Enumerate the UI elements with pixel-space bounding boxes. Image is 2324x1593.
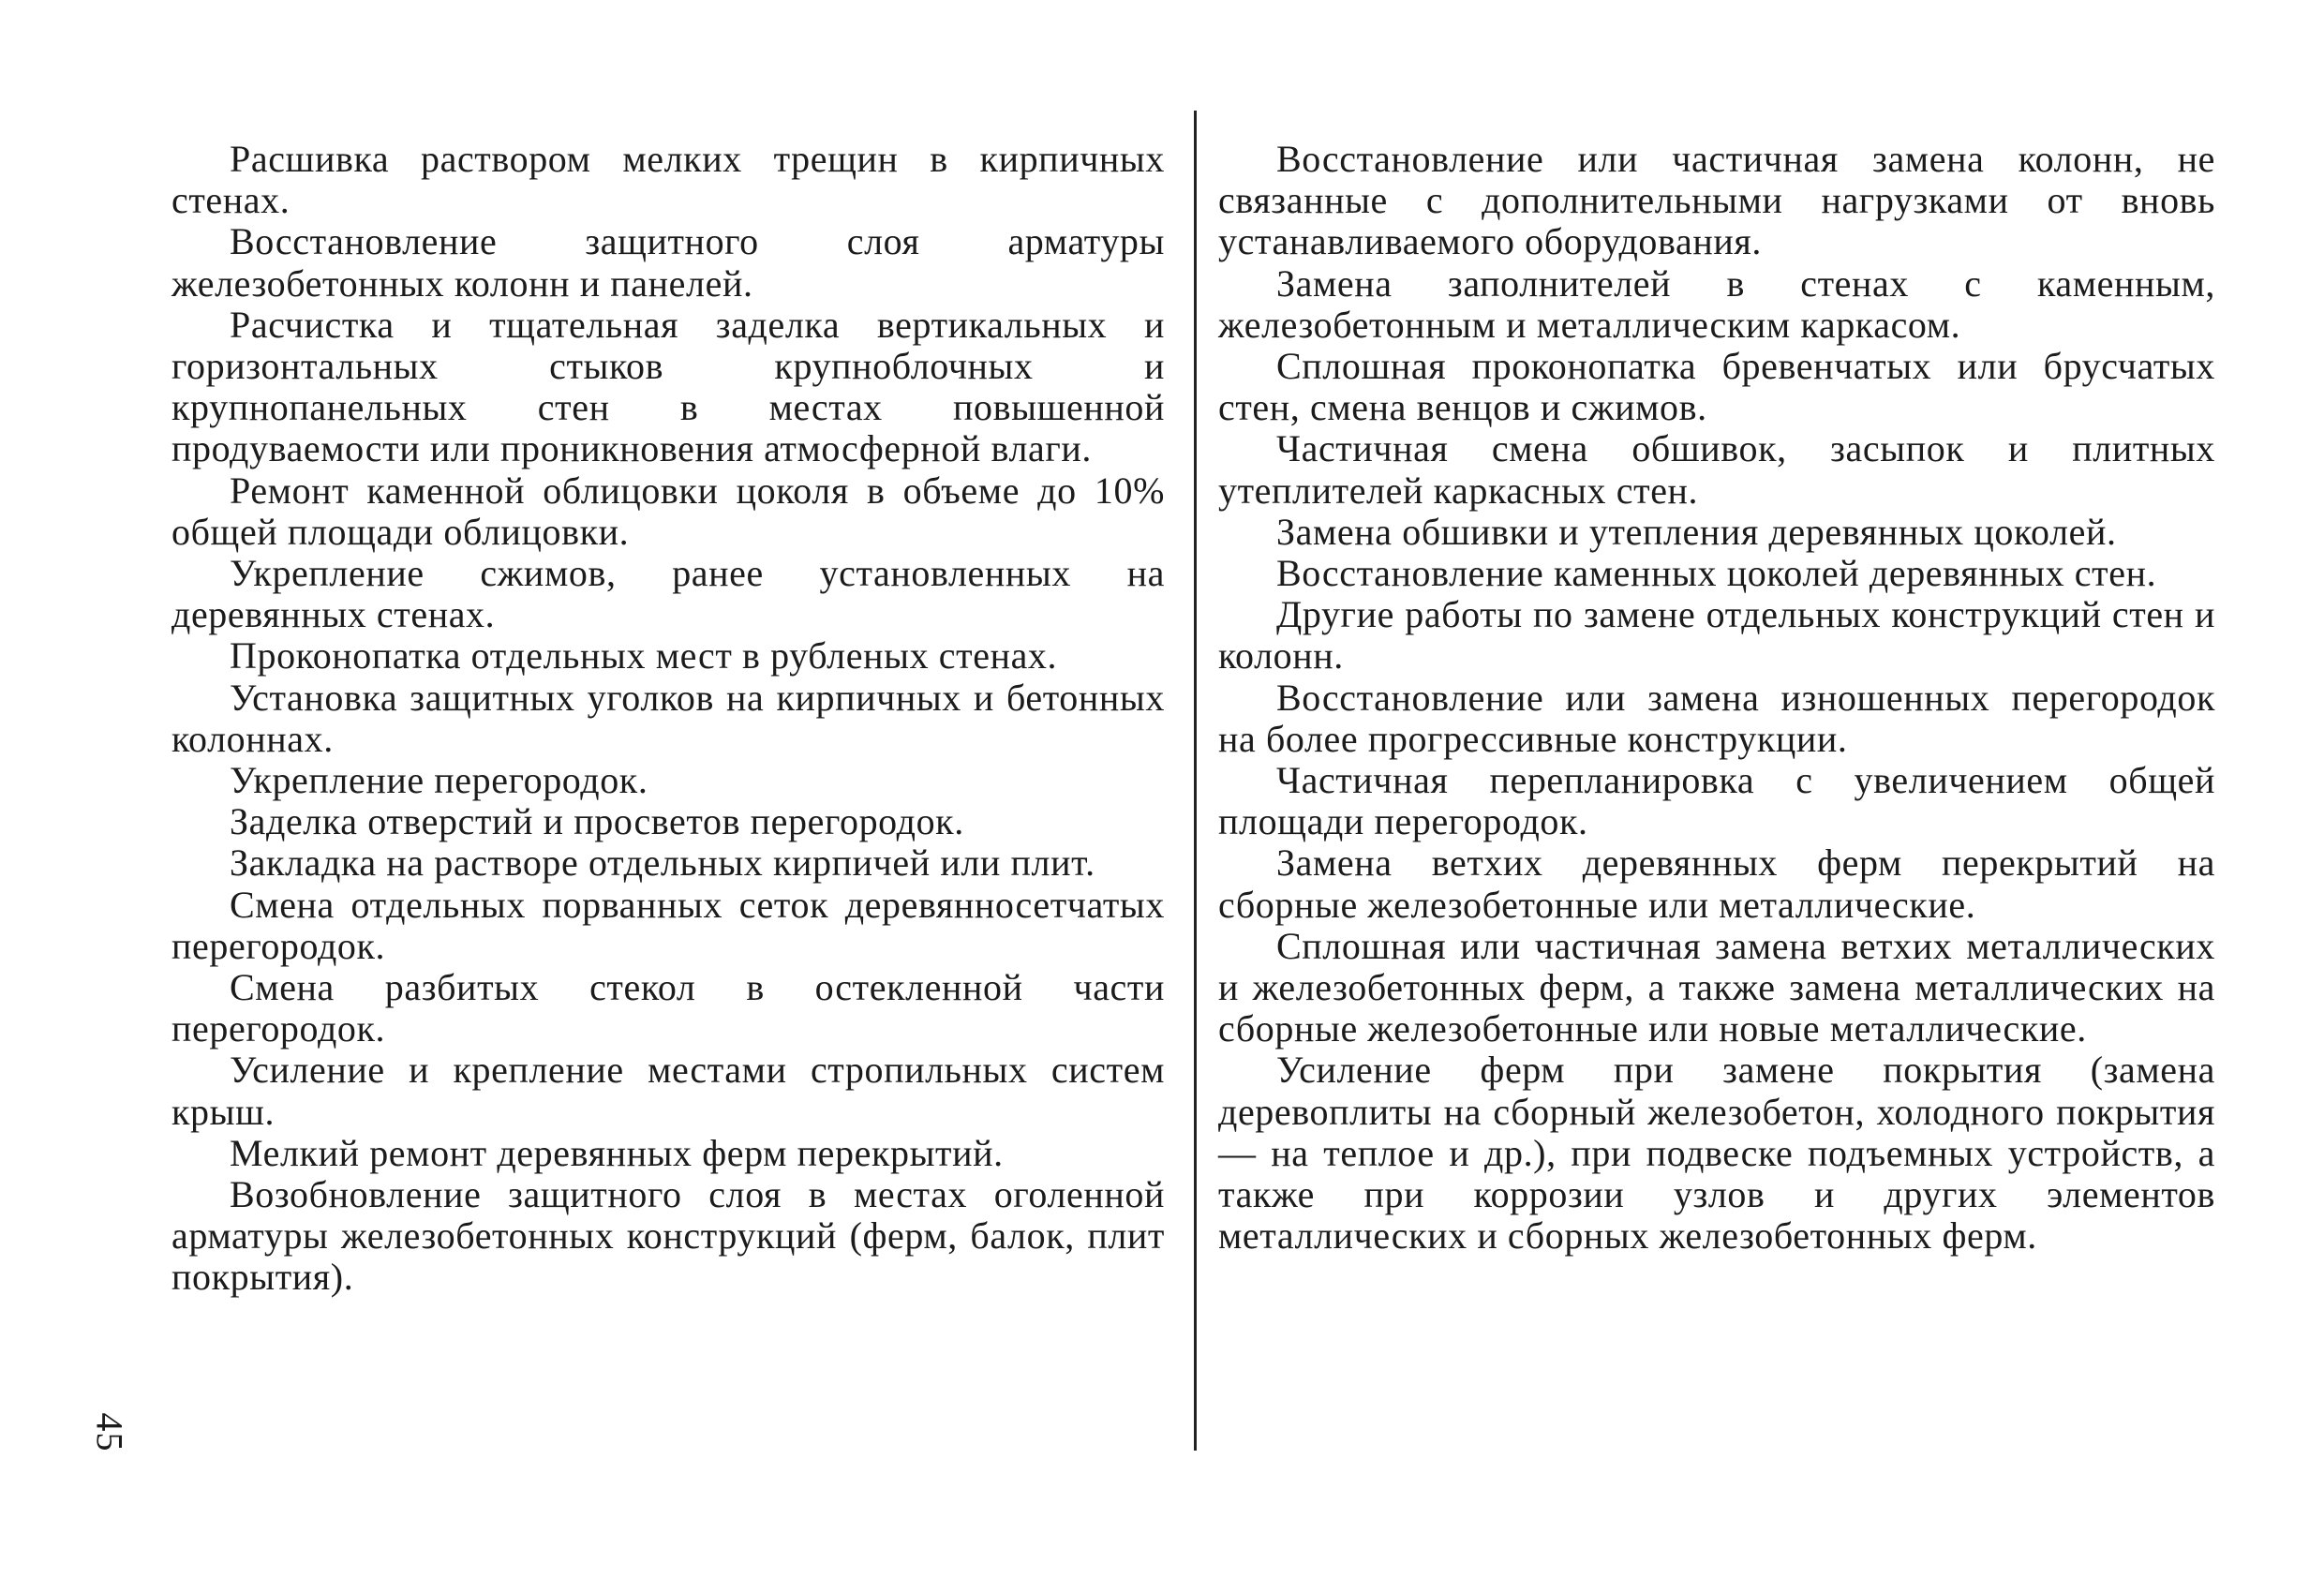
left-paragraph-11: Смена отдельных порванных сеток деревянносетчатых перегородок. bbox=[171, 883, 1165, 967]
right-paragraph-8: Восстановление или замена изношенных перегородок на более прогрессивные конструкции. bbox=[1218, 676, 2215, 760]
right-paragraph-2: Замена заполнителей в стенах с каменным, железобетонным и металлическим каркасом. bbox=[1218, 261, 2215, 346]
right-paragraph-11: Сплошная или частичная замена ветхих металлических и железобетонных ферм, а также замена металлических на сборные железобетонные или новые металлические. bbox=[1218, 924, 2215, 1050]
page-number: 45 bbox=[88, 1412, 131, 1452]
left-paragraph-15: Возобновление защитного слоя в местах оголенной арматуры железобетонных конструкций (ферм, балок, плит покрытия). bbox=[171, 1173, 1165, 1299]
left-paragraph-12: Смена разбитых стекол в остекленной части перегородок. bbox=[171, 966, 1165, 1050]
left-paragraph-4: Ремонт каменной облицовки цоколя в объеме до 10% общей площади облицовки. bbox=[171, 469, 1165, 553]
right-paragraph-7: Другие работы по замене отдельных конструкций стен и колонн. bbox=[1218, 593, 2215, 677]
right-column bbox=[1218, 139, 2215, 1257]
left-paragraph-5: Укрепление сжимов, ранее установленных на деревянных стенах. bbox=[171, 552, 1165, 636]
left-column bbox=[171, 139, 1165, 1299]
column-divider bbox=[1194, 111, 1197, 1451]
right-paragraph-3: Сплошная проконопатка бревенчатых или брусчатых стен, смена венцов и сжимов. bbox=[1218, 345, 2215, 429]
right-paragraph-10: Замена ветхих деревянных ферм перекрытий на сборные железобетонные или металлические. bbox=[1218, 841, 2215, 926]
right-paragraph-12: Усиление ферм при замене покрытия (замена деревоплиты на сборный железобетон, холодного покрытия — на теплое и др.), при подвеске подъемных устройств, а также при коррозии узлов и других элементов металлических и сборных железобетонных ферм. bbox=[1218, 1049, 2215, 1258]
left-paragraph-7: Установка защитных уголков на кирпичных и бетонных колоннах. bbox=[171, 676, 1165, 760]
left-paragraph-14: Мелкий ремонт деревянных ферм перекрытий. bbox=[230, 1131, 1004, 1174]
right-paragraph-1: Восстановление или частичная замена колонн, не связанные с дополнительными нагрузками от вновь устанавливаемого оборудования. bbox=[1218, 138, 2215, 263]
left-paragraph-10: Закладка на растворе отдельных кирпичей или плит. bbox=[230, 841, 1095, 885]
left-paragraph-2: Восстановление защитного слоя арматуры железобетонных колонн и панелей. bbox=[171, 220, 1165, 305]
left-paragraph-13: Усиление и крепление местами стропильных систем крыш. bbox=[171, 1049, 1165, 1133]
left-paragraph-6: Проконопатка отдельных мест в рубленых стенах. bbox=[230, 634, 1058, 677]
right-paragraph-4: Частичная смена обшивок, засыпок и плитных утеплителей каркасных стен. bbox=[1218, 427, 2215, 512]
left-paragraph-9: Заделка отверстий и просветов перегородок. bbox=[230, 800, 964, 843]
left-paragraph-8: Укрепление перегородок. bbox=[230, 759, 648, 802]
right-paragraph-5: Замена обшивки и утепления деревянных цоколей. bbox=[1276, 510, 2117, 553]
right-paragraph-9: Частичная перепланировка с увеличением общей площади перегородок. bbox=[1218, 759, 2215, 843]
right-paragraph-6: Восстановление каменных цоколей деревянных стен. bbox=[1276, 552, 2157, 595]
left-paragraph-1: Расшивка раствором мелких трещин в кирпичных стенах. bbox=[171, 138, 1165, 222]
left-paragraph-3: Расчистка и тщательная заделка вертикальных и горизонтальных стыков крупноблочных и крупнопанельных стен в местах повышенной продуваемости или проникновения атмосферной влаги. bbox=[171, 303, 1165, 470]
